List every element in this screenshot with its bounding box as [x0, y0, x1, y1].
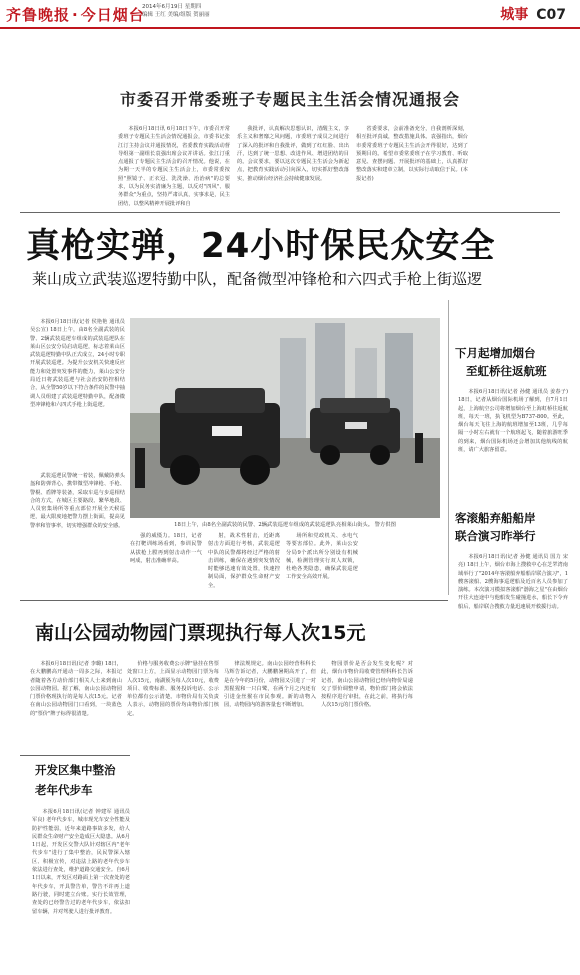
newspaper-name: 齐鲁晚报 [6, 6, 71, 24]
article2-col5: 场所和党政机关、水电气等要害部位。此外，莱山公安分局9个派出所分别设有机械械，检测管理实行双人双锁，杜绝各类隐患，确保武装巡逻工作安全高效开展。 [286, 533, 358, 581]
article1-col3: 省委要求，会前准备充分，自我剖析深刻，相互批评真诚，整改措施具体。袁强指出，烟台市委常委班子专题民主生活会开得很好，达到了预期目的。希望市委常委班子在学习教育、听取意见、查摆问题、开展批评的基础上，认真抓好整改落实和建章立制，以实际行动取信于民。(本报记者) [356, 126, 468, 182]
article4-title-line2: 联合演习昨举行 [455, 529, 536, 543]
column-divider [448, 300, 449, 595]
article5-col3: 律法规规定。南山公园经营科科长马辉告诉记者，大鹏鹏暑期高开了，但是在今年的5月份，动物园又引进了一对黑猩猩和一只白鹭，在两个月之内还有引进金丝猴在市民参观。新的动物入园，动物园内的游客量也不断增加。 [224, 661, 316, 709]
patrol-photo [130, 318, 440, 518]
article2-subhead: 莱山成立武装巡逻特勤中队，配备微型冲锋枪和六四式手枪上街巡逻 [32, 270, 483, 288]
article3-title-line2: 至虹桥往返航班 [466, 364, 547, 378]
article5-col1: 本报6月18日讯(记者 李璐) 18日，在大鹏鹏高开通动一周多之际，本报记者随着各方动价部门相关人士来到南山公园动物园。据了解，南山公园动物园门票价格现执行的是每人次15元。记者在南山公园动物园门口看到，一块蓝色的"票价"牌子标得很清楚。 [30, 661, 122, 717]
article3-body: 本报6月18日讯(记者 孙健 通讯员 姜春子) 18日，记者从烟台国际机场了解到，自7月1日起，上海航空公司将增加烟台至上海虹桥往返航班，每天一班，执飞机型为B737-800。至此，烟台每天飞往上海的航班增加至13班，几乎每隔一小时左右就有一个航班起飞，随着旅游旺季的到来，烟台国际机场还会增加其他航线的航班，请广大旅客留意。 [458, 389, 568, 454]
article4-body: 本报6月18日讯(记者 孙健 通讯员 国力 宋亮) 18日上午，烟台市海上搜救中心在芝罘湾南域举行了"2014年客滚船弃船船岸联合演习"，1艘客滚船、2艘海事巡逻船及近百名人员参加了演练。本次演习模拟客滚船"渤海之星"在由烟台开往大连途中与他船发生碰撞进水，船长下令弃船后，船岸联合搜救力量迅速展开救援行动。 [458, 554, 568, 610]
article1-col1: 本报6月18日讯 6月18日下午，市委召开常委班子专题民主生活会情况通报会，市委书记张江汀主持会议并通报情况，省委教育实践活动督导组第一副组长袁强出席会议并讲话。张江汀重点通报了专题民主生活会的召开情况。他说，在为期一天半的专题民主生活会上，市委常委按照"照镜子、正衣冠、洗洗澡、治治病"的总要求，以为民务实清廉为主题，以反对"四风"、服务群众"为重点，坚持严肃认真，实事求是，民主团结，以整风精神开展批评和自 [118, 126, 230, 207]
article2-col3: 强的威慑力。18日，记者在打靶训练场看到，参训民警从拔枪上膛再到射击动作一气呵成，射击准确率高。 [130, 533, 202, 564]
section-label [500, 4, 566, 24]
divider [20, 212, 560, 213]
article2-col1: 本报6月18日讯(记者 侯艳艳 通讯员 吴公宣) 18日上午，由8名全副武装的民警、2辆武装巡逻车组成的武装巡逻队在莱山区公安分局启动巡逻，标志着莱山区武装巡逻特勤中队正式成立，24小时专职开展武装巡逻。为提升公安机关快速反应能力和处置突发事件的能力，莱山公安分局近日将武装巡逻与社会治安防控相结合，从全警50岁以下符合条件的民警中抽调人员组建了武装巡逻特勤中队，配备微型冲锋枪和六四式手枪上街巡逻。 [30, 319, 125, 408]
masthead-meta [142, 3, 210, 19]
section-name: 城事 [500, 7, 529, 23]
photo-caption: 18日上午，由8名全副武装的民警、2辆武装巡逻车组成的武装巡逻队亮相莱山街头。 警方供图 [174, 522, 396, 528]
article3-title-line1: 下月起增加烟台 [455, 346, 536, 360]
date-line: 2014年6月19日 星期四 [142, 4, 202, 10]
divider [20, 600, 448, 601]
article6-title-line1: 开发区集中整治 [35, 763, 116, 777]
article2-col4: 射，战术性射击，近距离射击方面进行考核，武装巡逻中队的民警都将经过严格的射击训练，确保在遇到突发情况时能够迅速有效处置，快速控制局面，保护群众生命财产安全。 [208, 533, 280, 589]
edition-name: 今日烟台 [80, 6, 145, 24]
divider [20, 755, 130, 756]
masthead [0, 0, 580, 30]
article5-col4: 物园票价是否会发生变化呢？对此，烟台市物价局收费管理科科长告诉记者，南山公园动物园已经向物价局递交了票价调整申请，物价部门将会依法按程序进行审批，在此之前，将执行每人次15元的门票价格。 [321, 661, 413, 709]
article5-title: 南山公园动物园门票现执行每人次15元 [35, 622, 366, 644]
patrol-photo-graphic [130, 318, 440, 518]
article2-headline: 真枪实弹，24小时保民众安全 [26, 226, 496, 266]
article2-col2: 武装巡逻民警统一着装，佩戴防弹头盔和防弹背心，携带微型冲锋枪、手枪、警棍、盾牌等装备，采取车巡与步巡相结合的方式，在城区主要路段、繁华地段、人员密集场所等重点部位开展全天候巡逻，最大限度地把警力摆上街面，提高见警率和管事率，切实增强群众的安全感。 [30, 473, 125, 529]
editors-line: 编辑 王红 美编/组版 贺丽丽 [142, 12, 210, 18]
article4-title-line1: 客滚船弃船船岸 [455, 511, 536, 525]
masthead-logo: 齐鲁晚报 · 今日烟台 [6, 6, 145, 24]
article1-title: 市委召开常委班子专题民主生活会情况通报会 [119, 90, 460, 109]
header-rule [0, 27, 580, 29]
article1-col2: 我批评，认真解决思想认识，清醒主义，享乐主义和奢靡之风问题，市委班子成员之间进行了深入的批评和自我批评，做到了红红脸、出出汗，达到了统一思想、改进作风、增进团结的目的。会议要求，要以这次专题民主生活会为新起点，把教育实践活动引向深入，切实抓好整改落实，推动烟台经济社会持续健康发展。 [237, 126, 349, 182]
article6-body: 本报6月18日讯(记者 钟建军 通讯员 军良) 老年代步车，城市现光车安全性能及防护性能弱，近年来道路事故多发，给人民群众生命财产安全造成巨大隐患。从6月1日起，开发区交警大队针对辖区内"老年代步车"进行了集中整治，民民警深入辖区、积极宣传，对违法上路的老年代步车依法进行查处，维护道路交通安全。自6月1日以来，开发区对路面上第一次查处的老年代步车，开具警告单，警告不许再上道路行驶，同时建立台账。实行长效管理，查处的已经警告过的老年代步车，依法扣留车辆，并对驾驶人进行批评教育。 [32, 809, 130, 915]
article6-title-line2: 老年代步车 [35, 783, 93, 797]
page-code: C07 [536, 7, 566, 23]
article5-col2: 价格与服务收费公示牌"悬挂在售票处窗口上方，上面显示动物园门票为每人次15元，南湖预为每人次10元，收费项目、收费标准、服务投诉电话、公示单位都有公示清楚。市物价局有关负责人表示，动物园的票价均由物价部门核定。 [127, 661, 219, 717]
